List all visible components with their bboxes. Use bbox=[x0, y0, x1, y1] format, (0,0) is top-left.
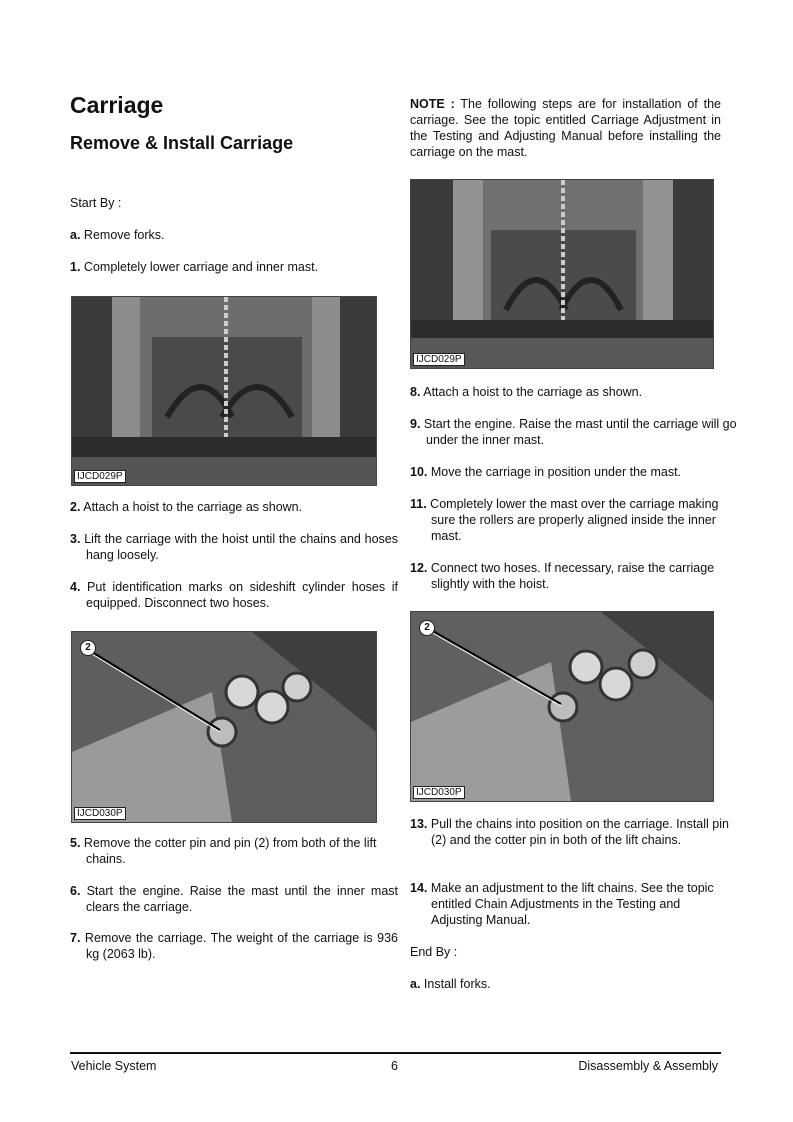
step-number: 12. bbox=[410, 561, 428, 575]
step-8 bbox=[410, 384, 737, 400]
step-number: 5. bbox=[70, 836, 81, 850]
step-number: 6. bbox=[70, 884, 81, 898]
step-number: 13. bbox=[410, 817, 428, 831]
step-text: Start the engine. Raise the mast until the carriage will go under the inner mast. bbox=[423, 417, 737, 447]
step-text: Move the carriage in position under the mast. bbox=[430, 465, 682, 479]
carriage-illustration bbox=[411, 180, 713, 368]
callout-2: 2 bbox=[80, 640, 96, 656]
step-5 bbox=[70, 835, 398, 867]
step-number: 7. bbox=[70, 931, 81, 945]
step-6 bbox=[70, 883, 398, 915]
step-number: 14. bbox=[410, 881, 428, 895]
step-text: Put identification marks on sideshift cylinder hoses if equipped. Disconnect two hoses. bbox=[86, 580, 398, 610]
section-subtitle: Remove & Install Carriage bbox=[70, 133, 294, 153]
step-3 bbox=[70, 531, 398, 563]
step-text: Start the engine. Raise the mast until the inner mast clears the carriage. bbox=[86, 884, 398, 914]
step-4 bbox=[70, 579, 398, 611]
chain-photo-right bbox=[410, 611, 714, 802]
callout-2: 2 bbox=[419, 620, 435, 636]
end-step bbox=[410, 976, 491, 992]
start-by-label: Start By : bbox=[70, 196, 122, 210]
step-text: Pull the chains into position on the carriage. Install pin (2) and the cotter pin in both of the lift chains. bbox=[430, 817, 729, 847]
note-text: The following steps are for installation of the carriage. See the topic entitled Carriage Adjustment in the Testing and Adjusting Manual before installing the carriage on the mast. bbox=[410, 97, 721, 159]
start-step bbox=[70, 227, 165, 243]
end-by-label: End By : bbox=[410, 945, 458, 959]
step-12 bbox=[410, 560, 721, 592]
note-label: NOTE : bbox=[410, 97, 455, 111]
step-number: 1. bbox=[70, 260, 81, 274]
step-11 bbox=[410, 496, 721, 544]
step-text: Remove the carriage. The weight of the carriage is 936 kg (2063 lb). bbox=[84, 931, 398, 961]
carriage-photo-right bbox=[410, 179, 714, 369]
step-number: 4. bbox=[70, 580, 81, 594]
step-number: 3. bbox=[70, 532, 81, 546]
step-number: 8. bbox=[410, 385, 421, 399]
step-2 bbox=[70, 499, 398, 515]
carriage-illustration bbox=[72, 297, 376, 485]
footer-right: Disassembly & Assembly bbox=[578, 1059, 718, 1073]
page-number: 6 bbox=[391, 1059, 398, 1073]
step-number: 9. bbox=[410, 417, 421, 431]
carriage-photo-left bbox=[71, 296, 377, 486]
start-step-marker: a. bbox=[70, 228, 81, 242]
step-text: Attach a hoist to the carriage as shown. bbox=[83, 500, 303, 514]
step-14 bbox=[410, 880, 726, 928]
step-text: Connect two hoses. If necessary, raise the carriage slightly with the hoist. bbox=[430, 561, 715, 591]
step-number: 2. bbox=[70, 500, 81, 514]
step-text: Completely lower carriage and inner mast. bbox=[83, 260, 319, 274]
end-step-text: Install forks. bbox=[423, 977, 491, 991]
step-text: Make an adjustment to the lift chains. See the topic entitled Chain Adjustments in the Testing and Adjusting Manual. bbox=[430, 881, 714, 927]
chain-illustration bbox=[411, 612, 713, 801]
note bbox=[410, 96, 721, 160]
figure-label: IJCD030P bbox=[413, 786, 465, 799]
footer-left: Vehicle System bbox=[71, 1059, 157, 1073]
step-text: Lift the carriage with the hoist until the chains and hoses hang loosely. bbox=[84, 532, 398, 562]
figure-label: IJCD029P bbox=[413, 353, 465, 366]
step-text: Attach a hoist to the carriage as shown. bbox=[423, 385, 643, 399]
chain-photo-left bbox=[71, 631, 377, 823]
step-number: 11. bbox=[410, 497, 427, 511]
step-9 bbox=[410, 416, 737, 448]
step-10 bbox=[410, 464, 742, 480]
end-step-marker: a. bbox=[410, 977, 421, 991]
chain-illustration bbox=[72, 632, 376, 822]
footer-divider bbox=[70, 1052, 721, 1054]
step-13 bbox=[410, 816, 736, 848]
figure-label: IJCD030P bbox=[74, 807, 126, 820]
page-title: Carriage bbox=[70, 92, 164, 118]
step-number: 10. bbox=[410, 465, 428, 479]
step-text: Remove the cotter pin and pin (2) from both of the lift chains. bbox=[83, 836, 377, 866]
start-step-text: Remove forks. bbox=[83, 228, 165, 242]
step-text: Completely lower the mast over the carriage making sure the rollers are properly aligned inside the inner mast. bbox=[430, 497, 719, 543]
figure-label: IJCD029P bbox=[74, 470, 126, 483]
step-7 bbox=[70, 930, 398, 962]
step-1 bbox=[70, 259, 398, 275]
